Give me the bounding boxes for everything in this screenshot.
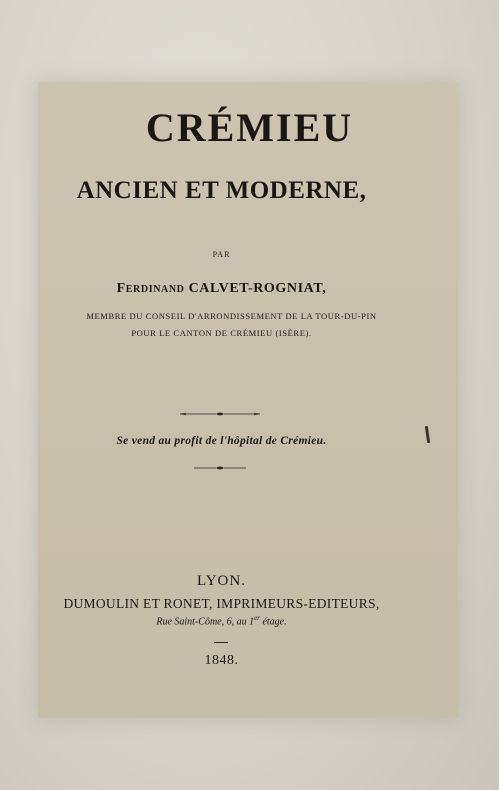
ornament-divider-top (178, 411, 262, 417)
address-main: Rue Saint-Côme, 6, au 1 (156, 616, 255, 628)
address-superscript: er (254, 614, 260, 622)
address-floor: étage. (259, 616, 287, 628)
book-title: CRÉMIEU (145, 105, 354, 150)
publication-city: LYON. (197, 573, 246, 589)
sale-notice: Se vend au profit de l'hôpital de Crémieu. (116, 435, 327, 447)
publisher-name: DUMOULIN ET RONET, IMPRIMEURS-EDITEURS, (63, 596, 380, 611)
year-rule (214, 642, 228, 643)
author-name: Ferdinand CALVET-ROGNIAT, (116, 281, 327, 296)
ornament-divider-bottom (192, 465, 248, 471)
author-role-line-2: POUR LE CANTON DE CRÉMIEU (ISÈRE). (131, 328, 312, 338)
book-subtitle: ANCIEN ET MODERNE, (76, 177, 367, 204)
author-role-line-1: MEMBRE DU CONSEIL D'ARRONDISSEMENT DE LA TOUR-DU-PIN (86, 311, 377, 321)
publication-year: 1848. (204, 653, 239, 668)
by-label: PAR (212, 250, 231, 259)
publisher-address (0, 614, 471, 627)
